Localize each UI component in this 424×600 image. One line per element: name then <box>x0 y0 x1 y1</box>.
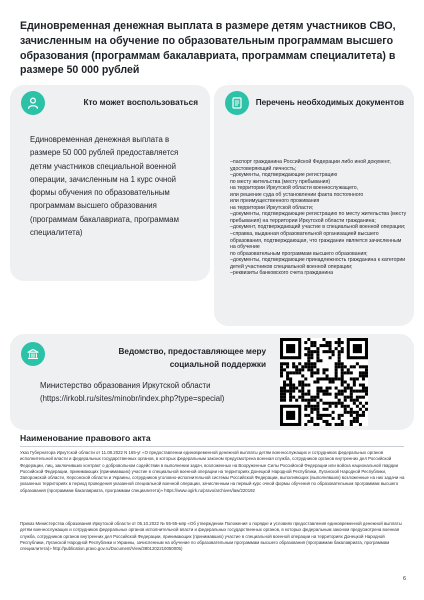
government-building-icon <box>21 342 45 366</box>
document-list-icon <box>225 91 249 115</box>
document-item: –документы, подтверждающие регистрацию по месту жительства (месту пребывания) на территории Иркутской области военнослужащего, или решение суда об установлении факта постоянного или преимущественного проживания на территории Иркутской области; <box>230 172 364 211</box>
who-heading: Кто может воспользоваться <box>83 98 198 107</box>
legal-paragraph: Приказ Министерства образования Иркутской области от 05.10.2022 № 55-55-мпр «Об утверждении Положения о порядке и условиях предоставления единовременной денежной выплаты детям военнослужащих и сотрудников федеральных органов исполнительной власти и федеральных государственных органов, в которых федеральным законом предусмотрена военная служба, сотрудников органов внутренних дел Российской Федерации, принимающих (принимавших) участие в специальной военной операции на территориях Донецкой Народной Республики, Луганской Народной Республики и Украины, зачисленным на обучение по образовательным программам высшего образования (программам бакалавриата, программам специалитета)» http://publication.pravo.gov.ru/Document/View/3801202210050005) <box>20 521 402 551</box>
qr-code <box>280 338 368 431</box>
document-item: –документ, подтверждающий участие в специальной военной операции; <box>230 224 406 231</box>
legal-paragraph: Указ Губернатора Иркутской области от 11.08.2022 N 165-уг «О предоставлении единовременной денежной выплаты детям военнослужащих и сотрудников федеральных органов исполнительной власти и федеральных государственных органов, в которых федеральным законом предусмотрена военная служба, сотрудников органов внутренних дел Российской Федерации, лиц, заключивших контракт о добровольном содействии в выполнении задач, возложенных на Вооруженные Силы Российской Федерации или войска национальной гвардии Российской Федерации, принимающих (принимавших) участие в специальной военной операции на территориях Донецкой Народной Республики, Луганской Народной Республики, Запорожской области, Херсонской области и Украины, сотрудников уголовно-исполнительной системы Российской Федерации, выполняющих (выполнявших) возложенные на них задачи на указанных территориях в период проведения указанной специальной военной операции, зачисленным на первый курс очной формы обучения по образовательным программам высшего образования (программам бакалавриата, программам специалитета)» https://www.ogirk.ru/pravo/archives/law/220192 <box>20 450 405 493</box>
document-item: –справка, выданная образовательной организацией высшего образования, подтверждающая, что гражданин является зачисленным на обучение по образовательным программам высшего образования; <box>230 231 402 257</box>
document-item: –паспорт гражданина Российской Федерации либо иной документ, удостоверяющий личность; <box>230 159 391 172</box>
provider-card <box>10 334 414 430</box>
document-item: –документы, подтверждающие принадлежность гражданина к категории детей участников специальной военной операции; <box>230 257 406 270</box>
documents-list <box>230 159 408 277</box>
document-item: –документы, подтверждающие регистрацию по месту жительства (месту пребывания) на территории Иркутской области гражданина; <box>230 211 407 224</box>
person-icon <box>21 91 45 115</box>
provider-link[interactable]: Министерство образования Иркутской области (https://irkobl.ru/sites/minobr/index.php?type=special) <box>40 381 225 404</box>
divider <box>20 446 404 447</box>
documents-card <box>214 85 414 326</box>
page-number: 6 <box>402 576 406 582</box>
provider-heading: Ведомство, предоставляющее меру социальной поддержки <box>118 347 266 369</box>
page-title: Единовременная денежная выплата в размере детям участников СВО, зачисленным на обучение по образовательным программам высшего образования (программам бакалавриата, программам специалитета) в размере 50 000 рублей <box>20 20 396 77</box>
who-can-use-card <box>10 85 210 281</box>
who-description: Единовременная денежная выплата в размере 50 000 рублей предоставляется детям участников специальной военной операции, зачисленным на 1 курс очной формы обучения по образовательным программам высшего образования (программам бакалавриата, программам специалитета) <box>30 135 179 238</box>
legal-heading: Наименование правового акта <box>20 433 151 443</box>
document-item: –реквизиты банковского счета гражданина <box>230 270 333 277</box>
documents-heading: Перечень необходимых документов <box>255 98 404 107</box>
